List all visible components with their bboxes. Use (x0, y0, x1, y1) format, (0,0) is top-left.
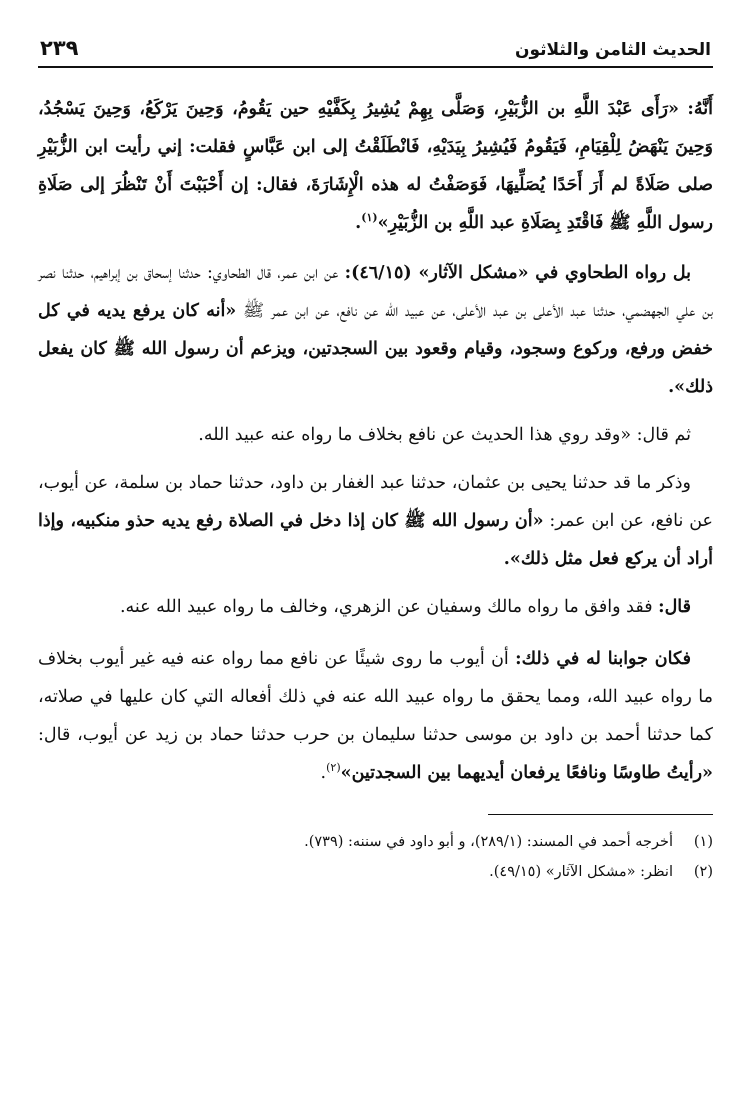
tahawi-remark-paragraph (38, 416, 713, 454)
footnote-text: انظر: «مشكل الآثار» (٤٩/١٥). (489, 864, 673, 880)
answer-hadith: «رأيتُ طاوسًا ونافعًا يرفعان أيديهما بين السجدتين» (340, 763, 713, 783)
page-number: ٢٣٩ (40, 36, 79, 60)
book-page (38, 30, 713, 1090)
footnotes (38, 827, 713, 887)
ayyub-hadith: «أن رسول الله ﷺ كان إذا دخل في الصلاة رفع يديه حذو منكبيه، وإذا أراد أن يركع فعل مثل ذلك». (38, 511, 713, 569)
footnote-ref-2: (٢) (326, 761, 341, 775)
hadith-quote-text: أَنَّهُ: «رَأَى عَبْدَ اللَّهِ بن الزُّبَيْرِ، وَصَلَّى بِهِمْ يُشِيرُ بِكَفَّيْهِ حين يَقُومُ، وَحِينَ يَرْكَعُ، وَحِينَ يَسْجُدُ، وَحِينَ يَنْهَضُ لِلْقِيَامِ، فَيَقُومُ فَيُشِيرُ بِيَدَيْهِ، فَانْطَلَقْتُ إلى ابن عَبَّاسٍ فقلت: إني رأيت ابن الزُّبَيْرِ صلى صَلَاةً لم أَرَ أَحَدًا يُصَلِّيهَا، فَوَصَفْتُ له هذه الْإِشَارَةَ، فقال: إن أَحْبَبْتَ أَنْ تَنْظُرَ إلى صَلَاةِ رسول اللَّهِ ﷺ فَاقْتَدِ بِصَلَاةِ عبد اللَّهِ بن الزُّبَيْرِ» (38, 99, 713, 233)
qala-text: فقد وافق ما رواه مالك وسفيان عن الزهري، وخالف ما رواه عبيد الله عنه. (119, 597, 659, 617)
ayyub-chain-paragraph (38, 464, 713, 578)
footnote-number: (٢) (693, 864, 713, 880)
footnote-separator (488, 814, 713, 815)
answer-lead: فكان جوابنا له في ذلك: (515, 649, 691, 669)
tahawi-lead: بل رواه الطحاوي في «مشكل الآثار» (٤٦/١٥): (344, 263, 691, 283)
footnote-text: أخرجه أحمد في المسند: (٢٨٩/١)، و أبو داود في سننه: (٧٣٩). (304, 834, 673, 850)
answer-paragraph: فكان جوابنا له في ذلك: أن أيوب ما روى شيئًا عن نافع مما رواه عنه فيه غير أيوب بخلاف ما رواه عبيد الله، ومما يحقق ما رواه عبيد الله عنه في ذلك أفعاله التي كان عليها في صلاته، كما حدثنا أحمد بن داود بن موسى حدثنا سليمان بن حرب حدثنا حماد بن زيد عن أيوب، قال: «رأيتُ طاوسًا ونافعًا يرفعان أيديهما بين السجدتين»$^{(٢)}$. (38, 649, 713, 783)
qala-paragraph (38, 588, 713, 626)
tahawi-hadith: «أنه كان يرفع يديه في كل خفض ورفع، وركوع وسجود، وقيام وقعود بين السجدتين، ويزعم أن رسول الله ﷺ كان يفعل ذلك». (38, 301, 713, 397)
footnote-ref-1: (١) (361, 211, 378, 225)
running-title: الحديث الثامن والثلاثون (514, 40, 711, 60)
footnote-item (38, 857, 713, 887)
tahawi-paragraph (38, 254, 713, 406)
hadith-quote-paragraph: أَنَّهُ: «رَأَى عَبْدَ اللَّهِ بن الزُّبَيْرِ، وَصَلَّى بِهِمْ يُشِيرُ بِكَفَّيْهِ حين يَقُومُ، وَحِينَ يَرْكَعُ، وَحِينَ يَسْجُدُ، وَحِينَ يَنْهَضُ لِلْقِيَامِ، فَيَقُومُ فَيُشِيرُ بِيَدَيْهِ، فَانْطَلَقْتُ إلى ابن عَبَّاسٍ فقلت: إني رأيت ابن الزُّبَيْرِ صلى صَلَاةً لم أَرَ أَحَدًا يُصَلِّيهَا، فَوَصَفْتُ له هذه الْإِشَارَةَ، فقال: إن أَحْبَبْتَ أَنْ تَنْظُرَ إلى صَلَاةِ رسول اللَّهِ ﷺ فَاقْتَدِ بِصَلَاةِ عبد اللَّهِ بن الزُّبَيْرِ»$^{(١)}$. (38, 99, 713, 233)
qala-lead: قال: (658, 597, 691, 617)
tahawi-chain: عن ابن عمر، قال الطحاوي: حدثنا إسحاق بن إبراهيم، حدثنا نصر بن علي الجهضمي، حدثنا عبد الأعلى بن عبد الأعلى، عن عبيد الله عن نافع، عن ابن عمر ﷺ (38, 263, 713, 321)
tahawi-remark: ثم قال: «وقد روي هذا الحديث عن نافع بخلاف ما رواه عنه عبيد الله. (198, 425, 691, 445)
footnote-item (38, 827, 713, 857)
page-header (38, 30, 713, 68)
ayyub-chain: وذكر ما قد حدثنا يحيى بن عثمان، حدثنا عبد الغفار بن داود، حدثنا حماد بن سلمة، عن أيوب، عن نافع، عن ابن عمر: (38, 473, 713, 531)
answer-text: أن أيوب ما روى شيئًا عن نافع مما رواه عنه فيه غير أيوب بخلاف ما رواه عبيد الله، ومما يحقق ما رواه عبيد الله عنه في ذلك أفعاله التي كان عليها في صلاته، كما حدثنا أحمد بن داود بن موسى حدثنا سليمان بن حرب حدثنا حماد بن زيد عن أيوب، قال: (38, 649, 713, 745)
footnote-number: (١) (693, 834, 713, 850)
